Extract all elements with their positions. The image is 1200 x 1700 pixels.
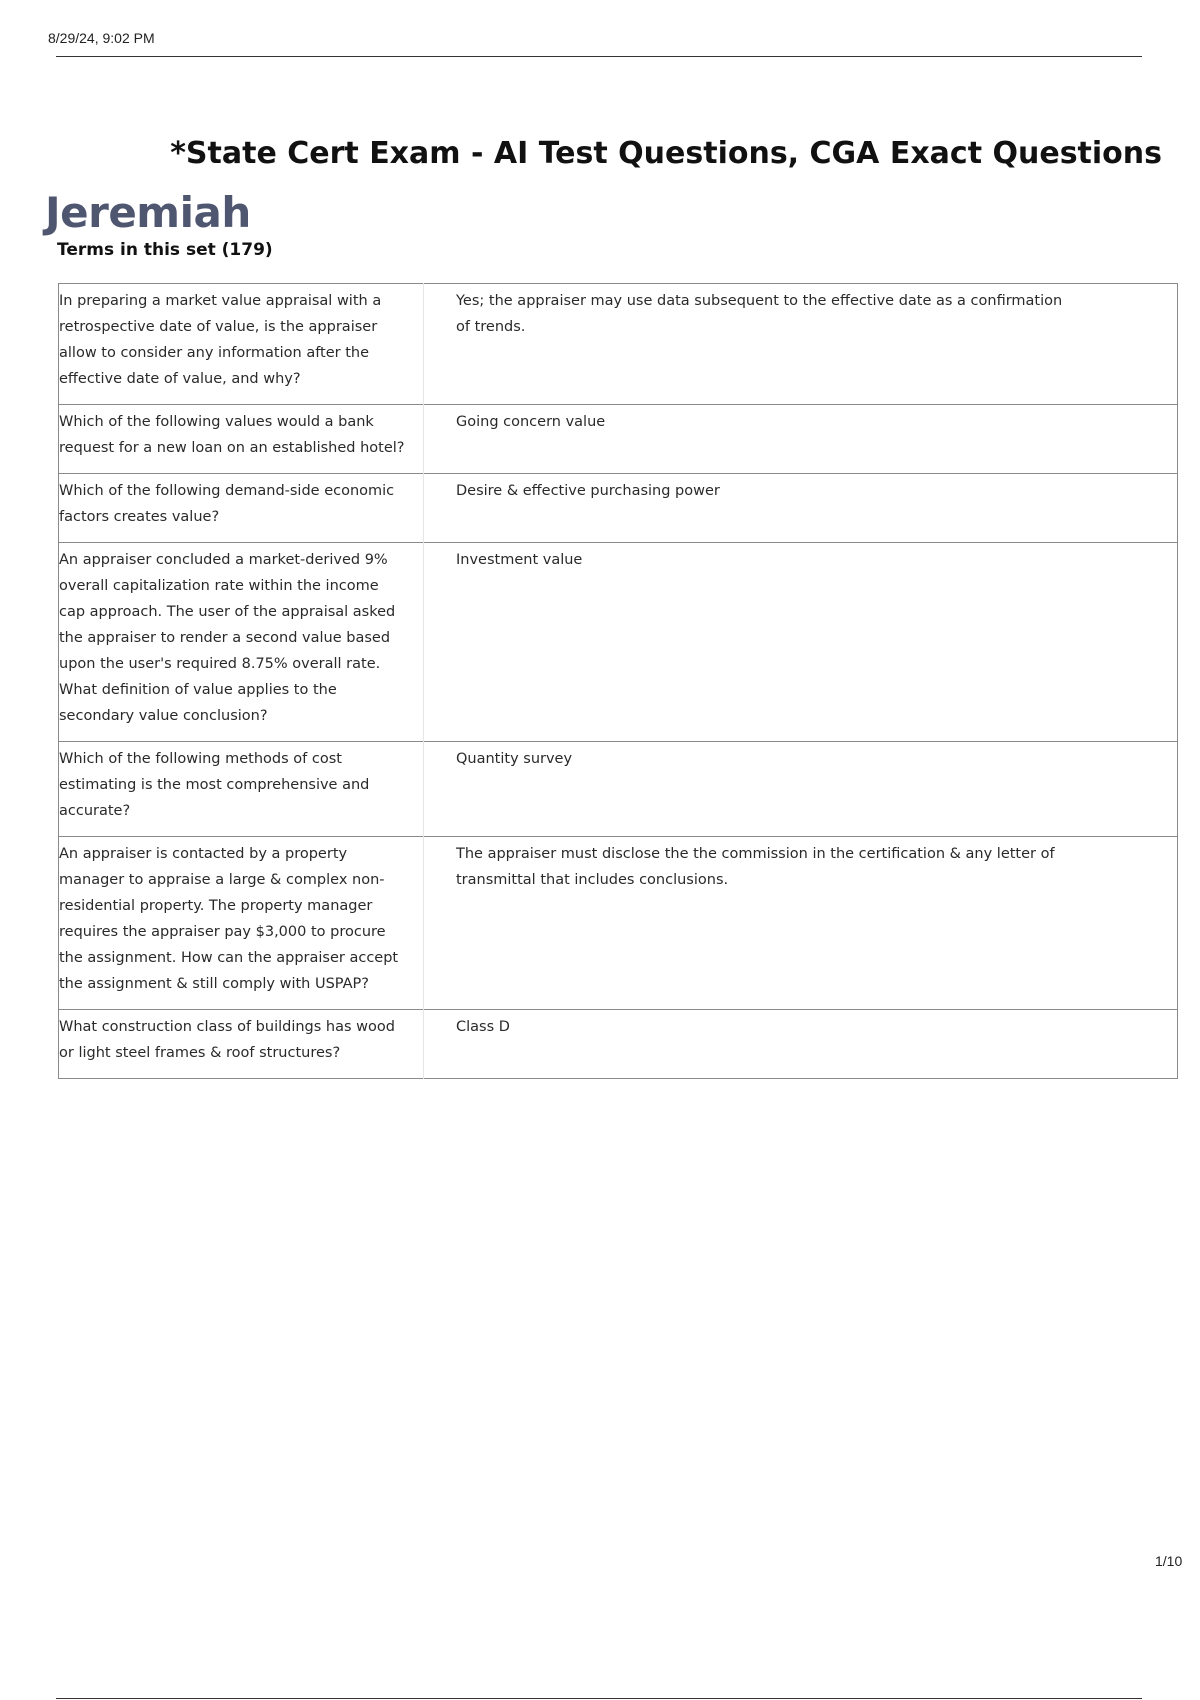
definition-cell: Quantity survey	[424, 742, 1178, 837]
definition-cell: Yes; the appraiser may use data subsequent to the effective date as a confirmation of trends.	[456, 293, 1063, 335]
table-row	[59, 1010, 1178, 1079]
term-cell: What construction class of buildings has wood or light steel frames & roof structures?	[59, 1010, 424, 1079]
definition-cell: Going concern value	[424, 405, 1178, 474]
terms-count-heading: Terms in this set (179)	[57, 240, 273, 260]
term-cell: Which of the following methods of cost estimating is the most comprehensive and accurate?	[59, 742, 424, 837]
table-row	[59, 742, 1178, 837]
definition-cell: The appraiser must disclose the the commission in the certification & any letter of transmittal that includes conclusions.	[424, 837, 1178, 1010]
print-timestamp: 8/29/24, 9:02 PM	[48, 30, 155, 46]
page-number: 1/10	[1155, 1553, 1183, 1569]
definition-cell: Investment value	[424, 543, 1178, 742]
term-cell: Which of the following values would a bank request for a new loan on an established hotel?	[59, 405, 424, 474]
author-name: Jeremiah	[45, 188, 251, 237]
term-cell: In preparing a market value appraisal with a retrospective date of value, is the appraiser allow to consider any information after the effective date of value, and why?	[59, 284, 424, 405]
page-title: *State Cert Exam - AI Test Questions, CGA Exact Questions	[170, 136, 1162, 171]
table-row	[59, 543, 1178, 742]
terms-table	[58, 283, 1178, 1079]
table-row	[59, 284, 1178, 405]
table-row	[59, 474, 1178, 543]
header-divider	[56, 56, 1142, 57]
definition-cell: Desire & effective purchasing power	[424, 474, 1178, 543]
definition-cell: Class D	[424, 1010, 1178, 1079]
footer-divider	[56, 1698, 1142, 1699]
term-cell: An appraiser concluded a market-derived 9% overall capitalization rate within the income cap approach. The user of the appraisal asked the appraiser to render a second value based upon the user's required 8.75% overall rate. What definition of value applies to the secondary value conclusion?	[59, 543, 424, 742]
term-cell: An appraiser is contacted by a property manager to appraise a large & complex non-residential property. The property manager requires the appraiser pay $3,000 to procure the assignment. How can the appraiser accept the assignment & still comply with USPAP?	[59, 837, 424, 1010]
table-row	[59, 837, 1178, 1010]
term-cell: Which of the following demand-side economic factors creates value?	[59, 474, 424, 543]
table-row	[59, 405, 1178, 474]
